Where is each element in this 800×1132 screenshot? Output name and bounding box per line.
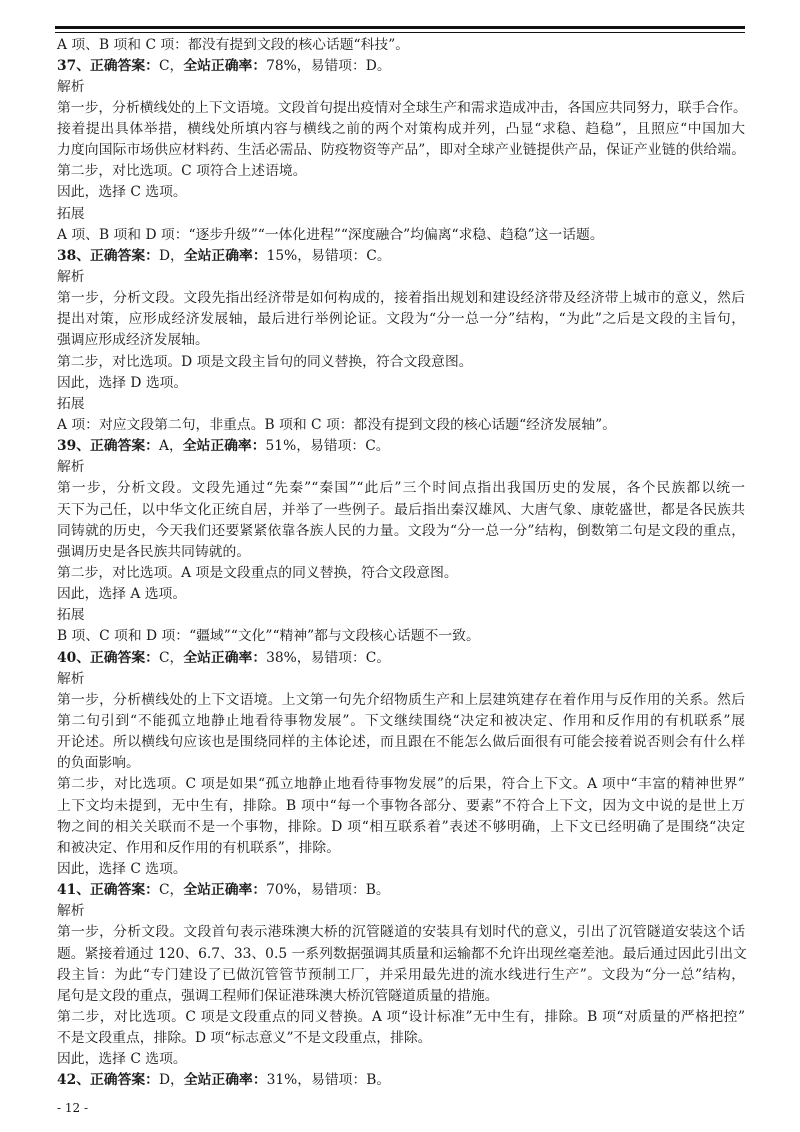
analysis-line: 因此，选择 A 选项。: [57, 586, 187, 603]
analysis-line: 强调历史是各民族共同铸就的。: [57, 543, 251, 560]
question-block-38: [57, 246, 745, 436]
analysis-line: 第二步，对比选项。C 项是文段重点的同义替换。A 项“设计标准”无中生有，排除。B 项“对质量的严格把控”: [57, 1008, 745, 1025]
analysis-heading: 解析: [57, 670, 85, 687]
analysis-line: 因此，选择 C 选项。: [57, 184, 187, 201]
correct-rate-value: 51%: [265, 438, 297, 455]
period: 。: [376, 1072, 391, 1089]
question-block-42: [57, 1070, 745, 1091]
common-wrong-value: B: [366, 1072, 377, 1089]
question-header: [57, 1070, 745, 1091]
extension-line: B 项、C 项和 D 项：“疆域”“文化”“精神”都与文段核心话题不一致。: [57, 628, 480, 645]
comma: ，: [169, 649, 184, 666]
analysis-line: 题。紧接着通过 120、6.7、33、0.5 一系列数据强调其质量和运输都不允许出现丝毫差池。最后通过因此引出文: [57, 945, 747, 962]
continuation-line: A 项、B 项和 C 项：都没有提到文段的核心话题“科技”。: [57, 36, 410, 53]
comma: ，: [169, 882, 184, 899]
analysis-line: 第二步，对比选项。C 项符合上述语境。: [57, 163, 307, 180]
comma: ，: [297, 1072, 312, 1089]
number-separator: 、: [76, 247, 90, 264]
header-rule-thick: [55, 26, 745, 29]
extension-heading: 拓展: [57, 607, 85, 624]
correct-answer-label: 正确答案：: [90, 649, 159, 666]
extension-line: A 项、B 项和 D 项：“逐步升级”“一体化进程”“深度融合”均偏离“求稳、趋稳”这一话题。: [57, 226, 604, 243]
question-number: 42: [57, 1072, 77, 1089]
analysis-line: 接着提出具体举措，横线处所填内容与横线之前的两个对策构成并列，凸显“求稳、趋稳”，且照应“中国加大: [57, 121, 745, 138]
analysis-line: 第二步，对比选项。A 项是文段重点的同义替换，符合文段意图。: [57, 565, 458, 582]
common-wrong-value: D: [365, 57, 377, 74]
common-wrong-value: B: [365, 882, 376, 899]
analysis-line: 提出对策，应形成经济发展轴，最后进行举例论证。文段为“分一总一分”结构，“为此”之后是文段的主旨句，: [57, 311, 745, 328]
correct-rate-label: 全站正确率：: [183, 649, 267, 666]
analysis-line: 不是文段重点，排除。D 项“标志意义”不是文段重点，排除。: [57, 1030, 432, 1047]
common-wrong-label: 易错项：: [310, 649, 366, 666]
analysis-line: 第一步，分析横线处的上下文语境。上文第一句先介绍物质生产和上层建筑建存在着作用与反作用的关系。然后: [57, 691, 745, 708]
question-number: 40: [57, 649, 77, 666]
number-separator: 、: [76, 649, 90, 666]
period: 。: [376, 247, 391, 264]
correct-rate-label: 全站正确率：: [183, 57, 267, 74]
extension-heading: 拓展: [57, 205, 85, 222]
common-wrong-value: C: [365, 649, 377, 666]
correct-answer-label: 正确答案：: [90, 247, 159, 264]
document-body: [57, 35, 745, 1092]
common-wrong-label: 易错项：: [311, 247, 367, 264]
question-block-40: [57, 648, 745, 881]
correct-answer-label: 正确答案：: [90, 882, 159, 899]
correct-rate-value: 15%: [266, 247, 298, 264]
analysis-line: 天下为己任，以中华文化正统自居，并举了一些例子。最后指出秦汉雄风、大唐气象、康乾盛世，都是各民族共: [57, 501, 745, 518]
correct-answer-value: A: [158, 438, 169, 455]
number-separator: 、: [76, 438, 90, 455]
common-wrong-value: C: [365, 438, 376, 455]
correct-answer-label: 正确答案：: [90, 1072, 159, 1089]
extension-line: A 项：对应文段第二句，非重点。B 项和 C 项：都没有提到文段的核心话题“经济发展轴”。: [57, 417, 616, 434]
correct-rate-label: 全站正确率：: [182, 438, 266, 455]
analysis-heading: 解析: [57, 903, 85, 920]
correct-rate-label: 全站正确率：: [183, 247, 267, 264]
number-separator: 、: [76, 1072, 90, 1089]
correct-rate-label: 全站正确率：: [183, 1072, 267, 1089]
question-header: [57, 56, 745, 77]
period: 。: [375, 882, 390, 899]
question-block-41: [57, 880, 745, 1070]
analysis-line: 上下文均未提到，无中生有，排除。B 项中“每一个事物各部分、要素”不符合上下文，因为文中说的是世上万: [57, 797, 745, 814]
comma: ，: [168, 438, 183, 455]
analysis-heading: 解析: [57, 269, 85, 286]
correct-rate-label: 全站正确率：: [183, 882, 267, 899]
comma: ，: [170, 1072, 184, 1089]
correct-answer-value: D: [158, 247, 171, 264]
header-rule-thin: [55, 32, 745, 33]
correct-answer-label: 正确答案：: [90, 438, 159, 455]
correct-rate-value: 70%: [266, 882, 297, 899]
comma: ，: [170, 247, 184, 264]
analysis-line: 开论述。所以横线句应该也是围绕同样的主体论述，而且跟在不能怎么做后面很有可能会接着说否则会有什么样: [57, 734, 745, 751]
comma: ，: [296, 649, 311, 666]
question-number: 41: [57, 882, 77, 899]
period: 。: [376, 57, 391, 74]
common-wrong-label: 易错项：: [310, 438, 366, 455]
comma: ，: [296, 882, 311, 899]
analysis-heading: 解析: [57, 78, 85, 95]
question-number: 39: [57, 438, 77, 455]
analysis-line: 第一步，分析横线处的上下文语境。文段首句提出疫情对全球生产和需求造成冲击，各国应共同努力，联手合作。: [57, 99, 747, 116]
correct-rate-value: 38%: [266, 649, 297, 666]
analysis-line: 第一步，分析文段。文段先指出经济带是如何构成的，接着指出规划和建设经济带及经济带上城市的意义，然后: [57, 290, 745, 307]
period: 。: [375, 438, 390, 455]
analysis-line: 第一步，分析文段。文段先通过“先秦”“秦国”“此后”三个时间点指出我国历史的发展，各个民族都以统一: [57, 480, 745, 497]
correct-answer-value: C: [158, 57, 170, 74]
correct-answer-value: C: [158, 649, 170, 666]
question-header: [57, 436, 745, 457]
analysis-line: 物之间的相关关联而不是一个事物，排除。D 项“相互联系着”表述不够明确，上下文已经明确了是围绕“决定: [57, 818, 745, 835]
correct-answer-label: 正确答案：: [90, 57, 159, 74]
number-separator: 、: [76, 882, 90, 899]
analysis-line: 第一步，分析文段。文段首句表示港珠澳大桥的沉管隧道的安装具有划时代的意义，引出了沉管隧道安装这个话: [57, 924, 745, 941]
analysis-heading: 解析: [57, 459, 85, 476]
analysis-line: 因此，选择 D 选项。: [57, 374, 188, 391]
common-wrong-label: 易错项：: [310, 57, 366, 74]
correct-answer-value: C: [158, 882, 170, 899]
comma: ，: [297, 247, 312, 264]
analysis-line: 强调应形成经济发展轴。: [57, 332, 209, 349]
analysis-line: 段主旨：为此“专门建设了已做沉管管节预制工厂，并采用最先进的流水线进行生产”。文段为“分一总”结构，: [57, 966, 745, 983]
question-number: 38: [57, 247, 77, 264]
common-wrong-label: 易错项：: [311, 1072, 367, 1089]
period: 。: [376, 649, 391, 666]
common-wrong-value: C: [366, 247, 377, 264]
analysis-line: 因此，选择 C 选项。: [57, 1051, 187, 1068]
question-header: [57, 648, 745, 669]
common-wrong-label: 易错项：: [310, 882, 366, 899]
analysis-line: 因此，选择 C 选项。: [57, 860, 187, 877]
question-number: 37: [57, 57, 77, 74]
correct-rate-value: 78%: [266, 57, 297, 74]
question-block-37: [57, 56, 745, 246]
question-header: [57, 880, 745, 901]
comma: ，: [296, 57, 311, 74]
analysis-line: 和被决定、作用和反作用的有机联系”，排除。: [57, 839, 340, 856]
number-separator: 、: [76, 57, 90, 74]
analysis-line: 第二步，对比选项。D 项是文段主旨句的同义替换，符合文段意图。: [57, 353, 473, 370]
analysis-line: 的负面影响。: [57, 755, 140, 772]
correct-rate-value: 31%: [266, 1072, 298, 1089]
analysis-line: 尾句是文段的重点，强调工程师们保证港珠澳大桥沉管隧道质量的措施。: [57, 987, 499, 1004]
question-block-39: [57, 436, 745, 647]
analysis-line: 第二步，对比选项。C 项是如果“孤立地静止地看待事物发展”的后果，符合上下文。A 项中“丰富的精神世界”: [57, 776, 745, 793]
comma: ，: [296, 438, 310, 455]
question-header: [57, 246, 745, 267]
comma: ，: [169, 57, 184, 74]
page-number: - 12 -: [57, 1101, 89, 1115]
analysis-line: 力度向国际市场供应材料药、生活必需品、防疫物资等产品”，即对全球产业链提供产品，保证产业链的供给端。: [57, 142, 745, 159]
analysis-line: 同铸就的历史，今天我们还要紧紧依靠各族人民的力量。文段为“分一总一分”结构，倒数第二句是文段的重点，: [57, 522, 745, 539]
analysis-line: 第二句引到“不能孤立地静止地看待事物发展”。下文继续围绕“决定和被决定、作用和反作用的有机联系”展: [57, 713, 745, 729]
extension-heading: 拓展: [57, 395, 85, 412]
correct-answer-value: D: [158, 1072, 171, 1089]
